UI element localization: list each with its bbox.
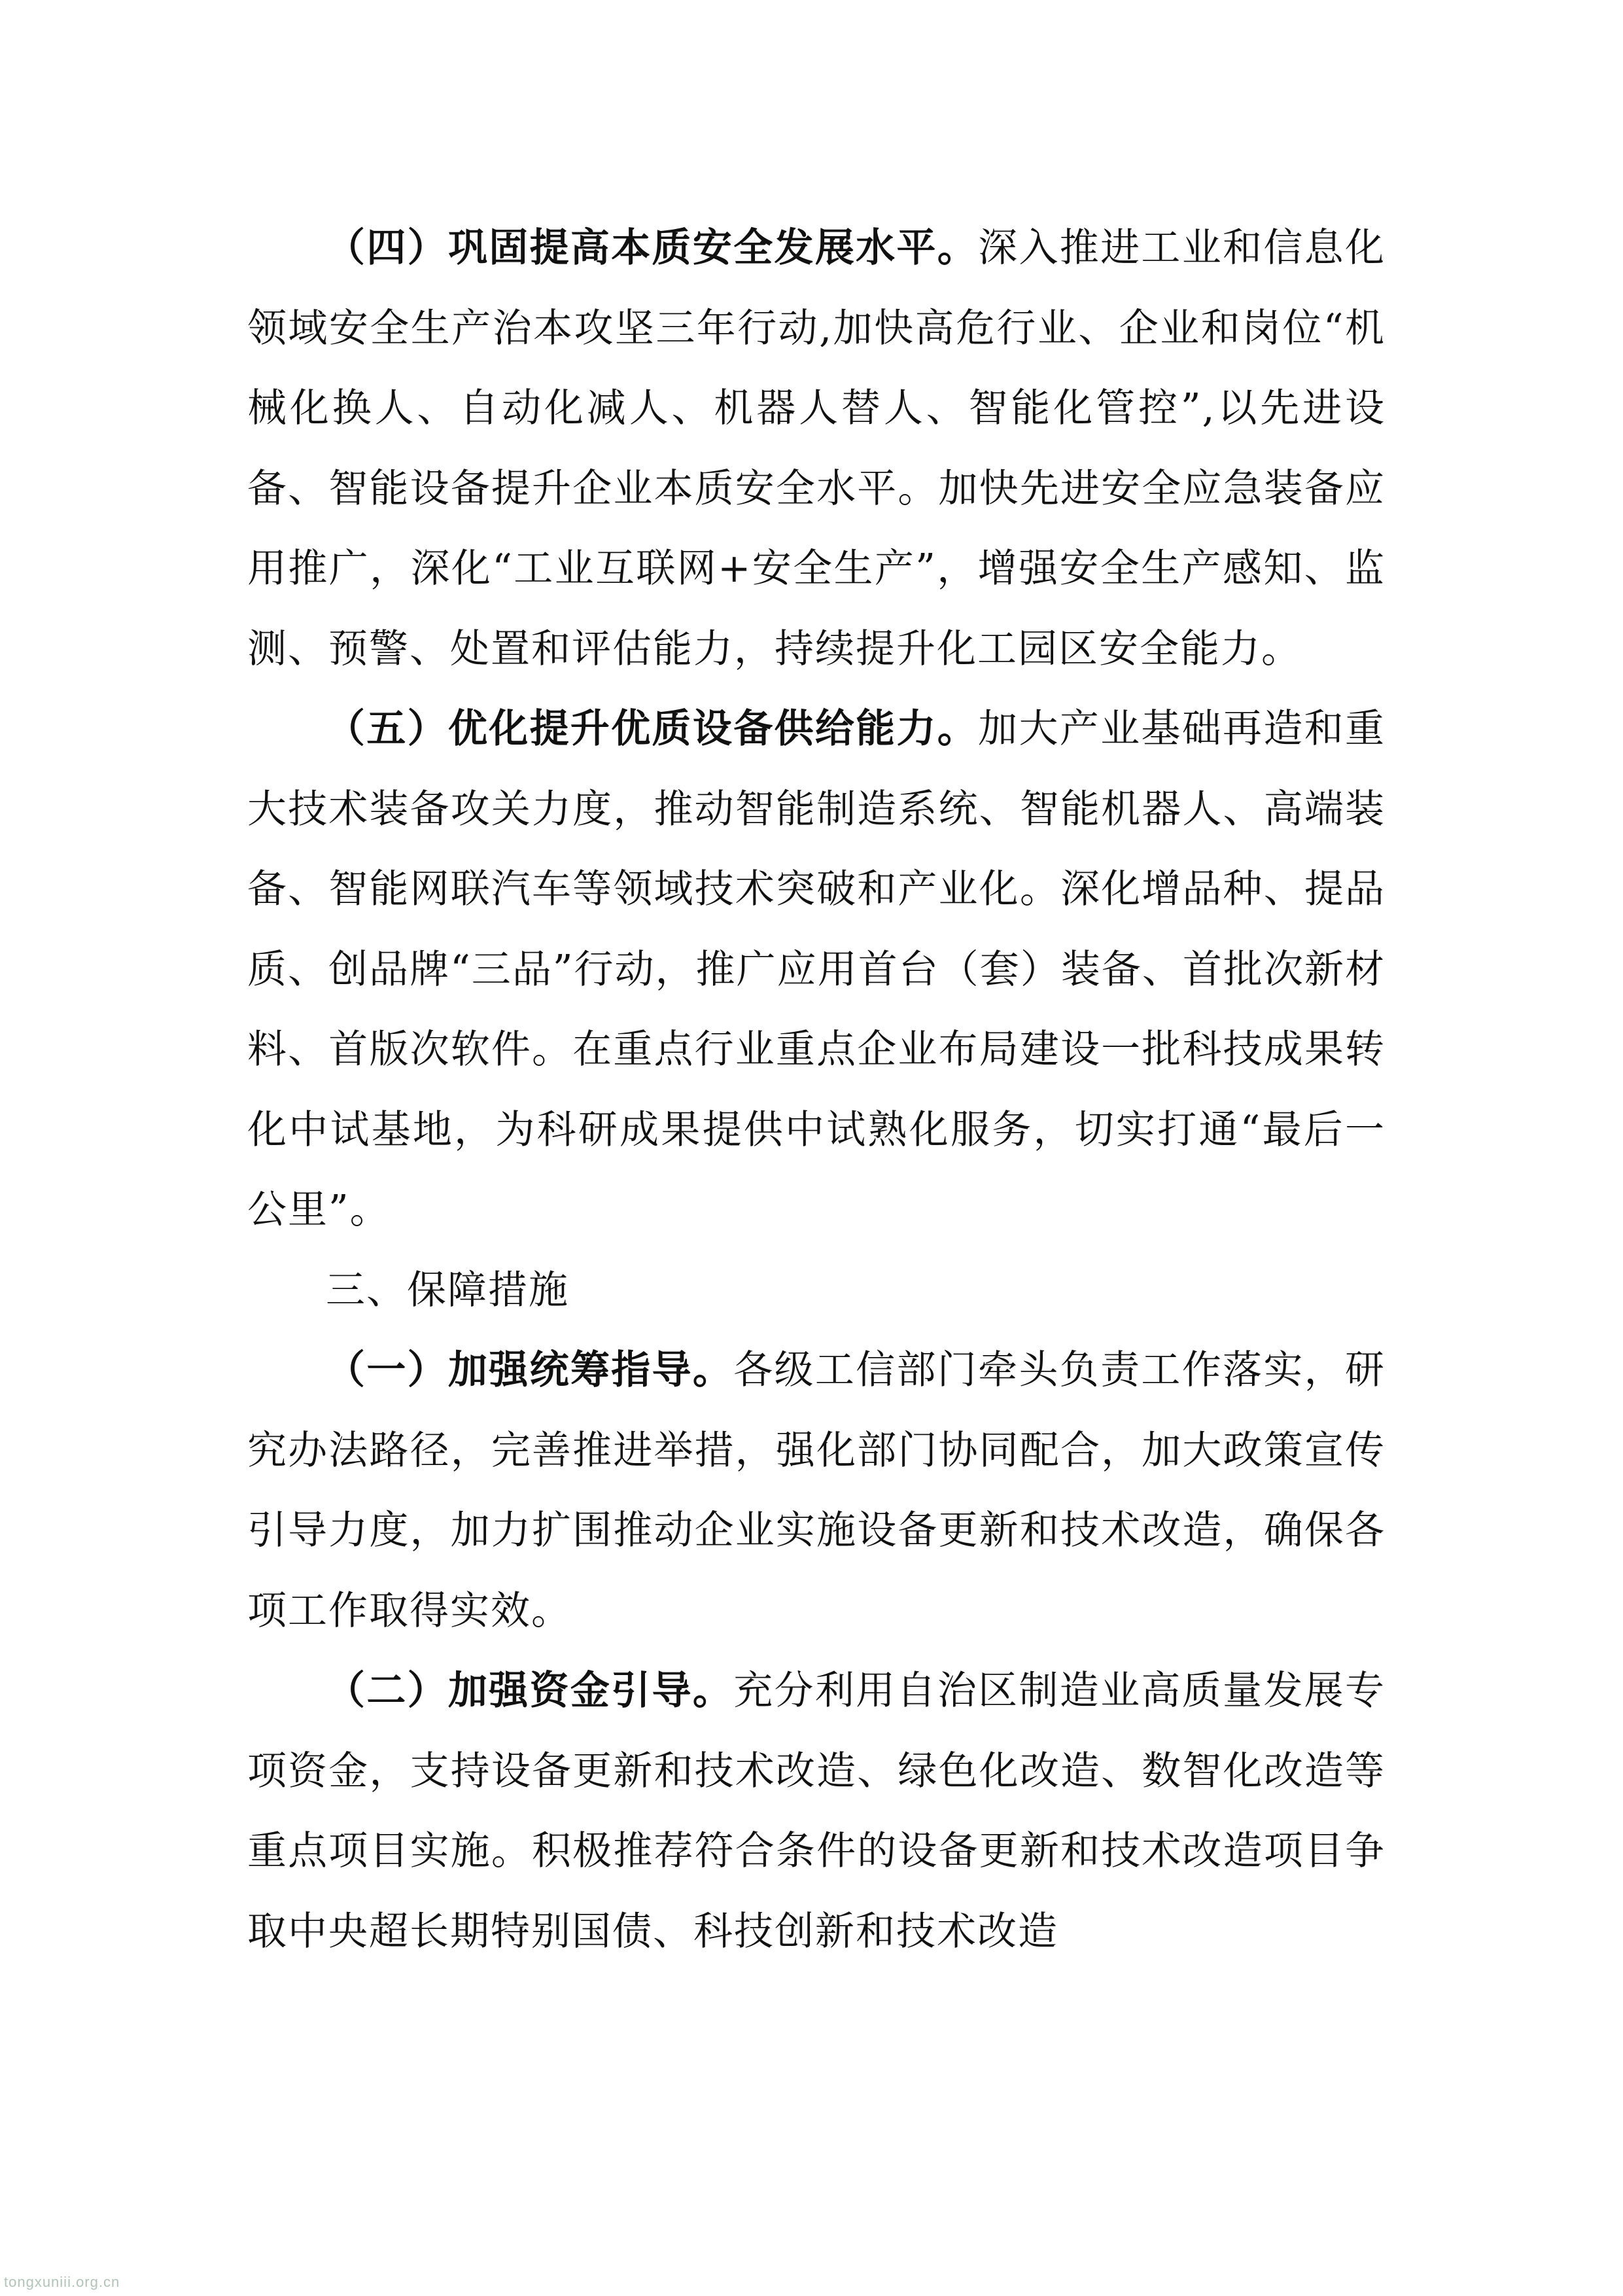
- paragraph-2: [247, 1651, 1386, 1971]
- section-title: 三、保障措施: [326, 1267, 569, 1313]
- watermark: tongxuniii.org.cn: [4, 2274, 120, 2290]
- paragraph-heading: （二）加强资金引导。: [326, 1668, 734, 1714]
- paragraph-5: [247, 689, 1386, 1250]
- document-body: [247, 208, 1386, 1971]
- paragraph-text: 充分利用自治区制造业高质量发展专项资金，支持设备更新和技术改造、绿色化改造、数智化改造等重点项目实施。积极推荐符合条件的设备更新和技术改造项目争取中央超长期特别国债、科技创新和技术改造: [247, 1668, 1386, 1954]
- paragraph-text: 各级工信部门牵头负责工作落实，研究办法路径，完善推进举措，强化部门协同配合，加大政策宣传引导力度，加力扩围推动企业实施设备更新和技术改造，确保各项工作取得实效。: [247, 1347, 1386, 1634]
- paragraph-1: [247, 1330, 1386, 1651]
- paragraph-text: 加大产业基础再造和重大技术装备攻关力度，推动智能制造系统、智能机器人、高端装备、智能网联汽车等领域技术突破和产业化。深化增品种、提品质、创品牌“三品”行动，推广应用首台（套）装备、首批次新材料、首版次软件。在重点行业重点企业布局建设一批科技成果转化中试基地，为科研成果提供中试熟化服务，切实打通“最后一公里”。: [247, 706, 1386, 1233]
- paragraph-heading: （一）加强统筹指导。: [326, 1347, 734, 1393]
- paragraph-4: [247, 208, 1386, 689]
- paragraph-heading: （五）优化提升优质设备供给能力。: [326, 706, 979, 752]
- paragraph-text: 深入推进工业和信息化领域安全生产治本攻坚三年行动,加快高危行业、企业和岗位“机械化换人、自动化减人、机器人替人、智能化管控”,以先进设备、智能设备提升企业本质安全水平。加快先进安全应急装备应用推广，深化“工业互联网+安全生产”，增强安全生产感知、监测、预警、处置和评估能力，持续提升化工园区安全能力。: [247, 225, 1386, 672]
- paragraph-heading: （四）巩固提高本质安全发展水平。: [326, 225, 979, 271]
